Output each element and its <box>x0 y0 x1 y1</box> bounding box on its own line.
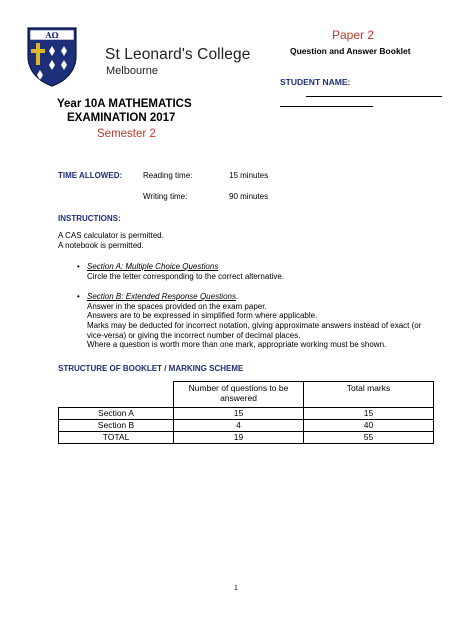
student-name-label: STUDENT NAME: <box>280 77 351 87</box>
section-b-line: Answer in the spaces provided on the exam paper. <box>87 302 267 311</box>
row-questions: 4 <box>174 420 304 432</box>
booklet-type: Question and Answer Booklet <box>290 46 411 56</box>
section-b-title-wrap: Section B: Extended Response Questions. <box>87 292 239 301</box>
writing-time-label: Writing time: <box>143 192 188 201</box>
crest-letters: AΩ <box>45 30 59 40</box>
section-b-line: Marks may be deducted for incorrect notation, giving approximate answers instead of exact (or <box>87 321 422 330</box>
instruction-calculator: A CAS calculator is permitted. <box>58 231 164 240</box>
section-b-line: Where a question is worth more than one mark, appropriate working must be shown. <box>87 340 387 349</box>
marking-scheme-table <box>58 381 434 444</box>
row-marks: 55 <box>304 432 434 444</box>
exam-title: Year 10A MATHEMATICS <box>57 98 192 110</box>
row-questions: 15 <box>174 408 304 420</box>
table-row <box>59 432 434 444</box>
bullet-icon: • <box>77 292 80 301</box>
college-location: Melbourne <box>106 65 158 77</box>
instruction-notebook: A notebook is permitted. <box>58 241 144 250</box>
time-allowed-heading: TIME ALLOWED: <box>58 171 123 180</box>
section-a-text: Circle the letter corresponding to the correct alternative. <box>87 272 284 281</box>
student-name-line <box>306 96 442 97</box>
college-name: St Leonard's College <box>105 46 251 63</box>
section-b-title: Section B: Extended Response Questions <box>87 292 236 301</box>
instructions-heading: INSTRUCTIONS: <box>58 214 121 223</box>
student-name-line-2 <box>280 106 373 107</box>
row-name: Section A <box>59 408 174 420</box>
row-marks: 40 <box>304 420 434 432</box>
section-a-title: Section A: Multiple Choice Questions <box>87 262 219 271</box>
writing-time-value: 90 minutes <box>229 192 269 201</box>
exam-title-year: EXAMINATION 2017 <box>67 112 176 124</box>
header-total-marks: Total marks <box>304 382 434 408</box>
paper-number: Paper 2 <box>332 28 375 42</box>
bullet-icon: • <box>77 262 80 271</box>
header-questions: Number of questions to be answered <box>174 382 304 408</box>
table-row <box>59 420 434 432</box>
section-b-line: vice-versa) or giving the incorrect number of decimal places. <box>87 331 301 340</box>
table-row <box>59 408 434 420</box>
page-number: 1 <box>234 585 238 592</box>
reading-time-label: Reading time: <box>143 171 193 180</box>
row-marks: 15 <box>304 408 434 420</box>
college-crest-icon <box>26 26 78 88</box>
row-name: Section B <box>59 420 174 432</box>
row-name: TOTAL <box>59 432 174 444</box>
reading-time-value: 15 minutes <box>229 171 269 180</box>
table-header-row <box>59 382 434 408</box>
semester-label: Semester 2 <box>97 128 156 140</box>
structure-heading: STRUCTURE OF BOOKLET / MARKING SCHEME <box>58 364 244 373</box>
row-questions: 19 <box>174 432 304 444</box>
table-corner-cell <box>59 382 174 408</box>
section-b-line: Answers are to be expressed in simplified form where applicable. <box>87 311 318 320</box>
